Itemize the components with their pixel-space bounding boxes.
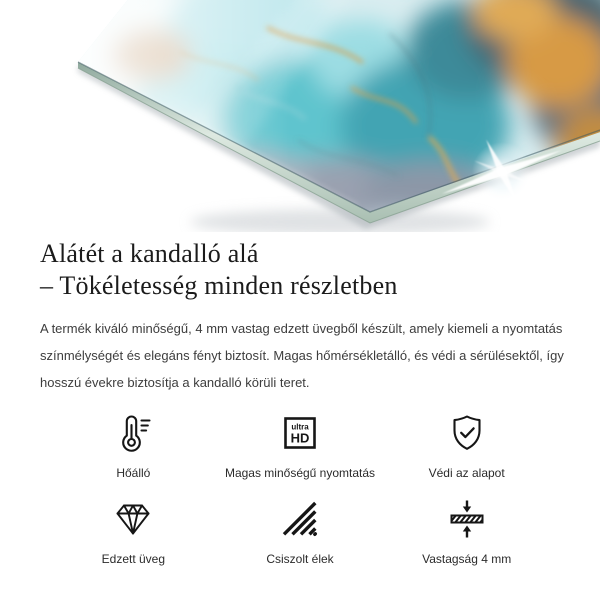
- polished-edges-icon: [278, 496, 322, 542]
- feature-heat-resistant: [50, 410, 217, 480]
- product-image: [0, 0, 600, 232]
- feature-protects-base: [383, 410, 550, 480]
- product-description-section: [0, 238, 600, 566]
- feature-grid: [50, 410, 550, 566]
- feature-label: Védi az alapot: [428, 466, 505, 480]
- ultra-hd-icon: [278, 410, 322, 456]
- feature-label: Csiszolt élek: [266, 552, 334, 566]
- page-title: [40, 238, 560, 302]
- svg-text:ultra: ultra: [291, 422, 309, 432]
- feature-print-quality: [217, 410, 384, 480]
- thermometer-icon: [111, 410, 155, 456]
- feature-label: Hőálló: [116, 466, 151, 480]
- page-title-line2: – Tökéletesség minden részletben: [40, 271, 398, 300]
- product-hero: [0, 0, 600, 232]
- feature-tempered-glass: [50, 496, 217, 566]
- svg-text:HD: HD: [290, 430, 310, 446]
- feature-thickness: [383, 496, 550, 566]
- diamond-icon: [111, 496, 155, 542]
- shield-check-icon: [445, 410, 489, 456]
- intro-paragraph: A termék kiváló minőségű, 4 mm vastag edzett üvegből készült, amely kiemeli a nyomtatás színmélységét és elegáns fényt biztosít. Magas hőmérsékletálló, és védi a sérülésektől, így hosszú évekre biztosítja a kandalló körüli teret.: [40, 321, 564, 390]
- feature-label: Magas minőségű nyomtatás: [224, 466, 376, 480]
- feature-label: Vastagság 4 mm: [422, 552, 512, 566]
- feature-label: Edzett üveg: [101, 552, 166, 566]
- page-title-line1: Alátét a kandalló alá: [40, 239, 259, 268]
- thickness-icon: [445, 496, 489, 542]
- feature-polished-edges: [217, 496, 384, 566]
